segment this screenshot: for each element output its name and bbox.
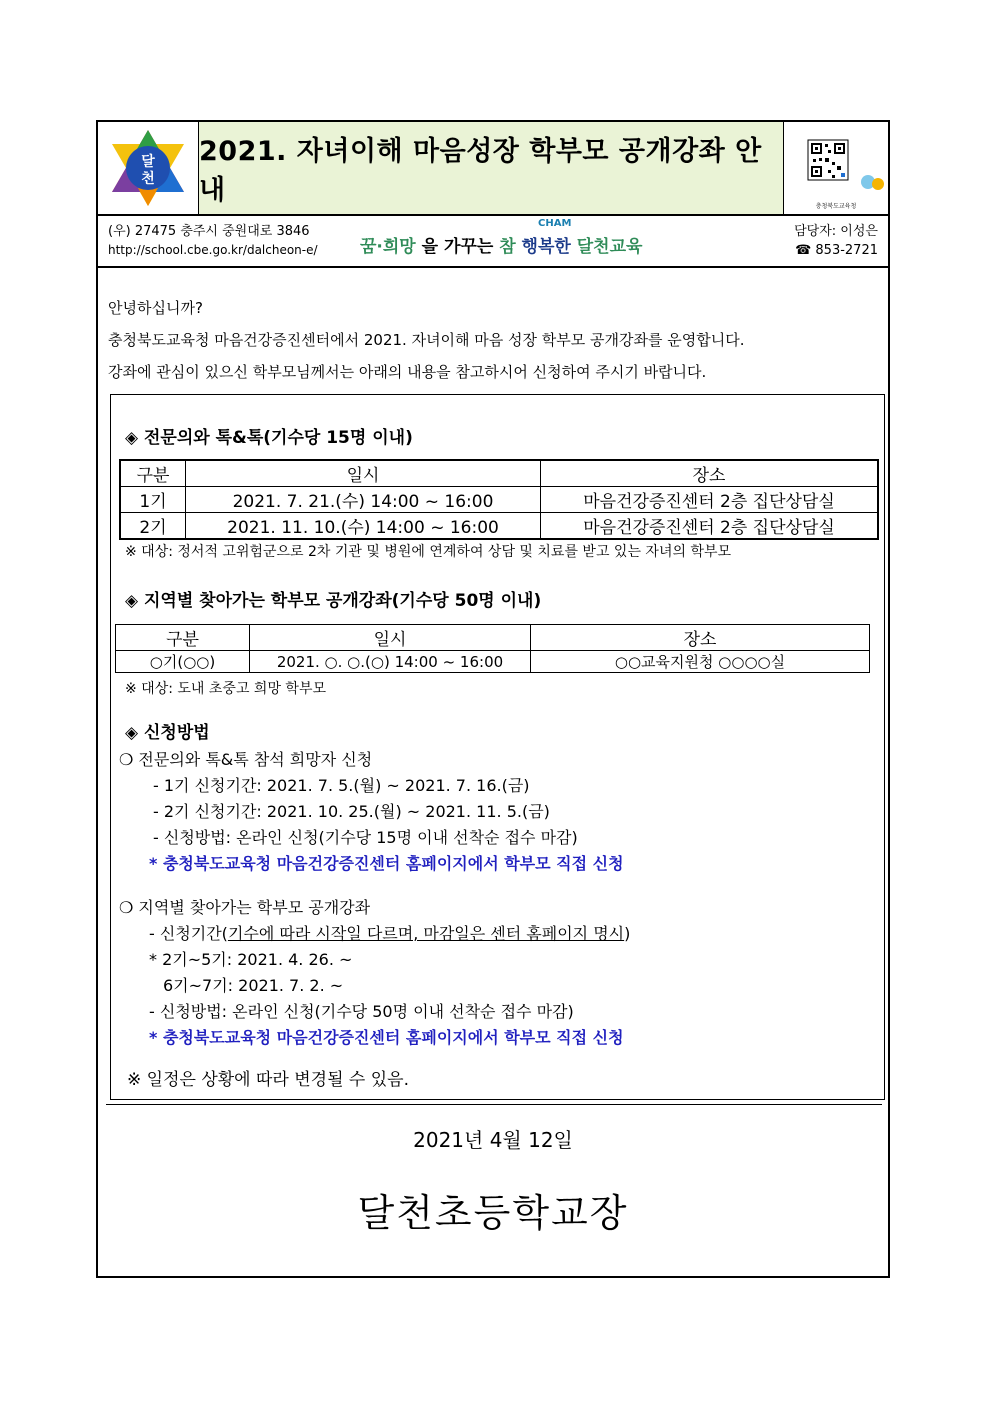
list-item: - 2기 신청기간: 2021. 10. 25.(월) ~ 2021. 11. 5.(금) [153, 802, 550, 821]
target-note: ※ 대상: 도내 초중고 희망 학부모 [125, 681, 326, 697]
group-title: ❍ 전문의와 톡&톡 참석 희망자 신청 [119, 750, 373, 769]
school-logo-cell [98, 122, 199, 214]
list-item: - 신청방법: 온라인 신청(기수당 15명 이내 선착순 접수 마감) [153, 828, 578, 847]
table-header-row [116, 625, 870, 651]
list-item: 6기~7기: 2021. 7. 2. ~ [163, 976, 344, 995]
qr-code-icon [784, 122, 888, 214]
issue-date: 2021년 4월 12일 [413, 1128, 573, 1152]
signature: 달천초등학교장 [357, 1191, 629, 1235]
section-heading: ◈ 전문의와 톡&톡(기수당 15명 이내) [125, 428, 413, 448]
qr-logo-cell [784, 122, 888, 214]
intro-line: 충청북도교육청 마음건강증진센터에서 2021. 자녀이해 마음 성장 학부모 공개강좌를 운영합니다. [108, 331, 745, 349]
svg-text:달: 달 [141, 154, 155, 170]
slogan-part5: 달천교육 [576, 237, 643, 257]
table-cell: 2021. 7. 21.(수) 14:00 ~ 16:00 [186, 487, 541, 513]
application-methods [119, 747, 630, 1093]
list-item: * 2기~5기: 2021. 4. 26. ~ [149, 950, 353, 969]
table-cell: 마음건강증진센터 2층 집단상담실 [541, 487, 879, 513]
table-cell: 2021. 11. 10.(수) 14:00 ~ 16:00 [186, 513, 541, 540]
school-emblem-icon [98, 122, 198, 214]
page-title: 2021. 자녀이해 마음성장 학부모 공개강좌 안내 [199, 136, 762, 206]
highlight-notice: * 충청북도교육청 마음건강증진센터 홈페이지에서 학부모 직접 신청 [149, 1028, 624, 1047]
slogan-part1: 꿈·희망 [360, 237, 416, 257]
intro-text [108, 292, 744, 388]
table-row [120, 513, 878, 540]
section-heading: ◈ 신청방법 [125, 723, 210, 743]
highlight-notice: * 충청북도교육청 마음건강증진센터 홈페이지에서 학부모 직접 신청 [149, 854, 624, 873]
list-item: - 신청방법: 온라인 신청(기수당 50명 이내 선착순 접수 마감) [149, 1002, 574, 1021]
intro-line: 강좌에 관심이 있으신 학부모님께서는 아래의 내용을 참고하시어 신청하여 주시기 바랍니다. [108, 363, 707, 381]
intro-line: 안녕하십니까? [108, 299, 203, 317]
svg-text:충청북도교육청: 충청북도교육청 [815, 203, 857, 210]
target-note: ※ 대상: 정서적 고위험군으로 2차 기관 및 병원에 연계하여 상담 및 치료를 받고 있는 자녀의 학부모 [125, 544, 732, 560]
slogan [360, 218, 643, 257]
closing-note: ※ 일정은 상황에 따라 변경될 수 있음. [127, 1070, 409, 1090]
postal-address: (우) 27475 충주시 중원대로 3846 [108, 224, 310, 239]
table-header-row [120, 460, 878, 487]
column-header: 일시 [186, 460, 541, 487]
column-header: 구분 [116, 625, 250, 651]
slogan-cham: CHAM [538, 218, 572, 229]
title-banner [199, 122, 784, 214]
column-header: 구분 [120, 460, 186, 487]
table-cell: 마음건강증진센터 2층 집단상담실 [541, 513, 879, 540]
list-item: - 신청기간(기수에 따라 시작일 다르며, 마감일은 센터 홈페이지 명시) [149, 924, 631, 943]
content-box [110, 394, 885, 1100]
contact-person: 담당자: 이성은 [794, 224, 878, 239]
slogan-part4: 행복한 [515, 237, 577, 257]
table-row [120, 487, 878, 513]
table-cell: 2기 [120, 513, 186, 540]
svg-text:천: 천 [141, 171, 155, 187]
schedule-table [119, 459, 879, 540]
column-header: 장소 [531, 625, 870, 651]
table-row [116, 651, 870, 673]
address-bar [98, 216, 888, 268]
slogan-part2: 을 가꾸는 [415, 237, 500, 257]
underlined-text: 기수에 따라 시작일 다르며, 마감일은 센터 홈페이지 명시 [227, 924, 625, 943]
table-cell: ○○교육지원청 ○○○○실 [531, 651, 870, 673]
section-heading: ◈ 지역별 찾아가는 학부모 공개강좌(기수당 50명 이내) [125, 591, 542, 611]
group-title: ❍ 지역별 찾아가는 학부모 공개강좌 [119, 898, 371, 917]
contact-phone: ☎ 853-2721 [795, 243, 878, 258]
column-header: 장소 [541, 460, 879, 487]
column-header: 일시 [250, 625, 531, 651]
schedule-table [115, 624, 870, 673]
divider [106, 1104, 882, 1105]
slogan-part3: 참 [499, 237, 516, 257]
table-cell: 1기 [120, 487, 186, 513]
school-url[interactable]: http://school.cbe.go.kr/dalcheon-e/ [108, 243, 318, 257]
table-cell: ○기(○○) [116, 651, 250, 673]
header [98, 122, 888, 216]
list-item: - 1기 신청기간: 2021. 7. 5.(월) ~ 2021. 7. 16.(금) [153, 776, 530, 795]
document-frame [96, 120, 890, 1278]
table-cell: 2021. ○. ○.(○) 14:00 ~ 16:00 [250, 651, 531, 673]
